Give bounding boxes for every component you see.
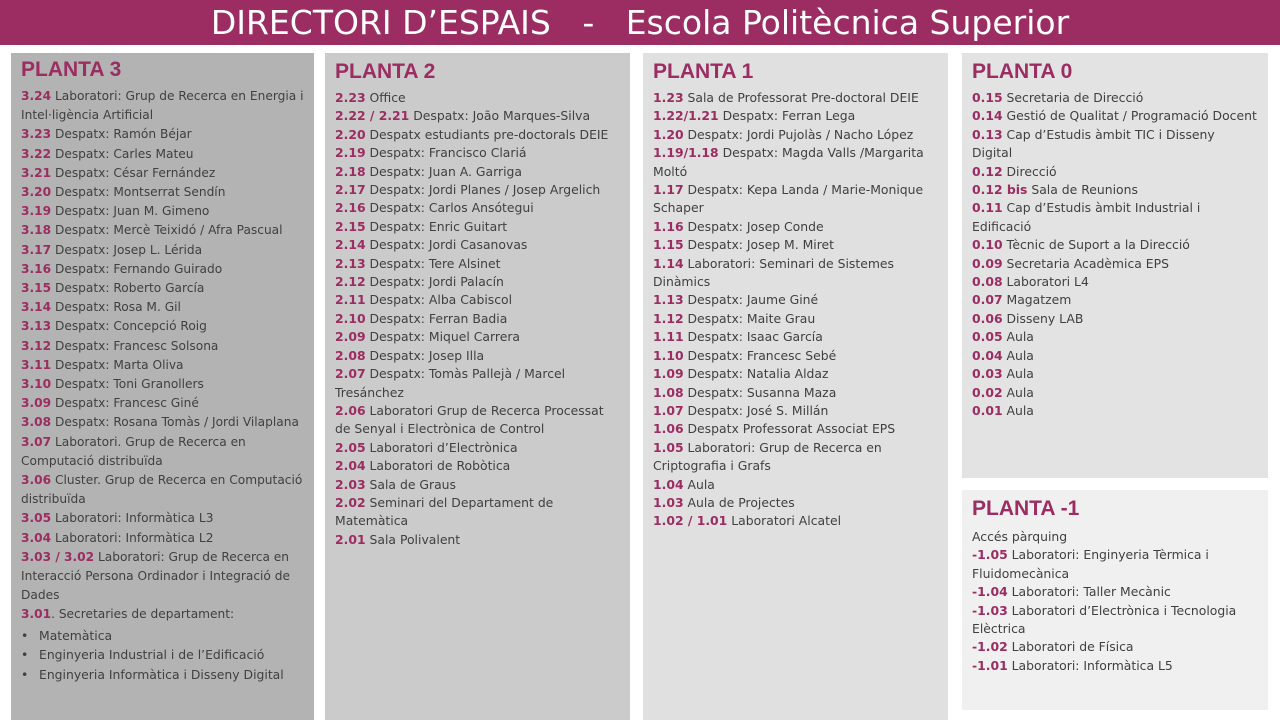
room-code: -1.02 bbox=[972, 639, 1008, 655]
room-entry bbox=[653, 181, 938, 218]
column-title: PLANTA 3 bbox=[21, 58, 122, 81]
room-entry bbox=[21, 356, 304, 375]
room-entry bbox=[335, 89, 620, 107]
room-description: Despatx: Carlos Ansótegui bbox=[365, 200, 534, 216]
room-code: 3.17 bbox=[21, 242, 52, 257]
column-title: PLANTA 2 bbox=[335, 60, 436, 83]
room-entry bbox=[653, 476, 938, 494]
room-entry bbox=[335, 328, 620, 346]
room-code: 0.03 bbox=[972, 366, 1003, 382]
page-title: DIRECTORI D’ESPAIS - Escola Politècnica Superior bbox=[0, 0, 1280, 45]
room-code: 3.22 bbox=[21, 146, 52, 161]
room-entry bbox=[21, 548, 304, 606]
room-description: Despatx: Francesc Solsona bbox=[51, 338, 219, 353]
room-code: 2.14 bbox=[335, 237, 366, 253]
room-code: 2.11 bbox=[335, 292, 366, 308]
room-description: Aula de Projectes bbox=[683, 494, 795, 510]
room-description: Aula bbox=[1002, 366, 1034, 382]
room-code: 3.12 bbox=[21, 338, 52, 353]
room-code: 0.04 bbox=[972, 347, 1003, 363]
room-entry bbox=[335, 255, 620, 273]
room-code: 2.03 bbox=[335, 476, 366, 492]
room-code: -1.01 bbox=[972, 657, 1008, 673]
room-description: Laboratori d’Electrònica i Tecnologia Elèctrica bbox=[972, 602, 1237, 637]
room-list bbox=[972, 528, 1258, 675]
room-code: 3.23 bbox=[21, 127, 52, 142]
room-entry bbox=[335, 144, 620, 162]
room-entry bbox=[335, 402, 620, 439]
room-entry bbox=[335, 310, 620, 328]
room-code: 2.09 bbox=[335, 329, 366, 345]
room-entry bbox=[653, 494, 938, 512]
room-description: Despatx: José S. Millán bbox=[683, 402, 829, 418]
room-entry bbox=[335, 273, 620, 291]
room-code: 1.03 bbox=[653, 494, 684, 510]
room-code: 0.02 bbox=[972, 384, 1003, 400]
room-description: Laboratori d’Electrònica bbox=[365, 439, 518, 455]
room-code: 0.07 bbox=[972, 292, 1003, 308]
room-entry bbox=[972, 310, 1258, 328]
room-description: Secretaria de Direcció bbox=[1002, 90, 1144, 105]
room-code: 2.15 bbox=[335, 218, 366, 234]
room-entry bbox=[335, 126, 620, 144]
room-description: Despatx: Ferran Badia bbox=[365, 310, 508, 326]
room-code: 2.12 bbox=[335, 274, 366, 290]
room-description: Secretaria Acadèmica EPS bbox=[1002, 255, 1169, 271]
room-description: Laboratori: Grup de Recerca en Interacció Persona Ordinador i Integració de Dades bbox=[21, 549, 290, 603]
room-entry bbox=[653, 347, 938, 365]
room-code: 1.20 bbox=[653, 126, 684, 142]
room-entry bbox=[653, 328, 938, 346]
room-code: 3.07 bbox=[21, 434, 52, 449]
room-code: 0.15 bbox=[972, 90, 1003, 105]
room-code: 1.02 / 1.01 bbox=[653, 513, 728, 529]
room-entry bbox=[972, 181, 1258, 199]
room-description: Laboratori: Enginyeria Tèrmica i Fluidomecànica bbox=[972, 547, 1209, 581]
room-code: 2.13 bbox=[335, 255, 366, 271]
room-code: 1.16 bbox=[653, 218, 684, 234]
room-entry bbox=[335, 476, 620, 494]
room-code: 1.08 bbox=[653, 384, 684, 400]
room-description: Despatx: Isaac García bbox=[683, 329, 823, 345]
room-description: Laboratori: Taller Mecànic bbox=[1007, 584, 1171, 600]
room-code: 2.06 bbox=[335, 402, 366, 418]
room-description: Despatx: Josep Illa bbox=[365, 347, 485, 363]
room-entry bbox=[653, 512, 938, 530]
room-entry bbox=[335, 531, 620, 549]
room-description: Despatx: Jordi Casanovas bbox=[365, 237, 528, 253]
room-code: 2.07 bbox=[335, 366, 366, 382]
room-entry bbox=[653, 255, 938, 292]
room-entry bbox=[21, 509, 304, 528]
room-code: 0.06 bbox=[972, 310, 1003, 326]
room-entry bbox=[653, 439, 938, 476]
room-description: Despatx: Rosana Tomàs / Jordi Vilaplana bbox=[51, 415, 299, 430]
room-code: 1.17 bbox=[653, 182, 684, 198]
room-code: 0.09 bbox=[972, 255, 1003, 271]
room-code: 2.16 bbox=[335, 200, 366, 216]
room-description: Accés pàrquing bbox=[972, 529, 1068, 544]
room-code: 0.01 bbox=[972, 402, 1003, 418]
room-description: Office bbox=[365, 90, 406, 105]
room-entry bbox=[653, 236, 938, 254]
room-entry bbox=[972, 347, 1258, 365]
room-code: 3.16 bbox=[21, 261, 52, 276]
room-description: Seminari del Departament de Matemàtica bbox=[335, 494, 554, 529]
room-entry bbox=[972, 273, 1258, 291]
room-code: 2.10 bbox=[335, 310, 366, 326]
room-description: Despatx: Juan M. Gimeno bbox=[51, 204, 210, 219]
room-entry bbox=[21, 164, 304, 183]
department-item: • Matemàtica bbox=[21, 626, 304, 646]
room-description: Despatx: Francisco Clariá bbox=[365, 145, 527, 161]
room-code: 2.19 bbox=[335, 145, 366, 161]
room-entry bbox=[972, 546, 1258, 583]
room-entry bbox=[21, 260, 304, 279]
room-entry bbox=[972, 163, 1258, 181]
room-description: Despatx: Roberto García bbox=[51, 281, 205, 296]
room-description: Laboratori Alcatel bbox=[727, 513, 842, 529]
room-entry bbox=[653, 402, 938, 420]
room-code: 3.09 bbox=[21, 396, 52, 411]
room-description: Laboratori: Informàtica L3 bbox=[51, 511, 214, 526]
room-description: Despatx Professorat Associat EPS bbox=[683, 421, 896, 437]
room-description: Despatx: Marta Oliva bbox=[51, 357, 184, 372]
department-list bbox=[21, 626, 304, 685]
room-description: Despatx: Jordi Planes / Josep Argelich bbox=[365, 182, 601, 198]
room-entry bbox=[21, 413, 304, 432]
room-description: Laboratori Grup de Recerca Processat de Senyal i Electrònica de Control bbox=[335, 402, 604, 437]
room-code: 3.13 bbox=[21, 319, 52, 334]
room-entry bbox=[972, 236, 1258, 254]
room-entry bbox=[335, 218, 620, 236]
room-description: . Secretaries de departament: bbox=[51, 607, 235, 622]
room-description: Despatx: Toni Granollers bbox=[51, 377, 204, 392]
room-code: 3.24 bbox=[21, 89, 52, 103]
room-code: 3.08 bbox=[21, 415, 52, 430]
room-code: 1.23 bbox=[653, 90, 684, 105]
room-entry bbox=[653, 384, 938, 402]
room-code: -1.04 bbox=[972, 584, 1008, 600]
room-description: Magatzem bbox=[1002, 292, 1072, 308]
department-item: • Enginyeria Industrial i de l’Edificació bbox=[21, 645, 304, 665]
room-code: 1.12 bbox=[653, 310, 684, 326]
room-description: Despatx: César Fernández bbox=[51, 165, 216, 180]
room-entry bbox=[21, 394, 304, 413]
room-description: Despatx: Fernando Guirado bbox=[51, 261, 223, 276]
room-description: Despatx: Carles Mateu bbox=[51, 146, 194, 161]
room-entry bbox=[653, 365, 938, 383]
room-description: Despatx: Juan A. Garriga bbox=[365, 163, 522, 179]
room-code: 3.19 bbox=[21, 204, 52, 219]
room-description: Despatx: Natalia Aldaz bbox=[683, 366, 829, 382]
department-item: • Enginyeria Informàtica i Disseny Digital bbox=[21, 665, 304, 685]
room-description: Despatx: Enric Guitart bbox=[365, 218, 508, 234]
room-code: 1.13 bbox=[653, 292, 684, 308]
room-entry bbox=[335, 291, 620, 309]
room-code: 0.11 bbox=[972, 200, 1003, 216]
room-code: 3.18 bbox=[21, 223, 52, 238]
room-description: Despatx: Kepa Landa / Marie-Monique Schaper bbox=[653, 182, 924, 216]
room-description: Despatx: Jordi Palacín bbox=[365, 274, 504, 290]
column-planta-0 bbox=[962, 53, 1268, 478]
room-description: Despatx: Josep L. Lérida bbox=[51, 242, 203, 257]
room-code: 1.07 bbox=[653, 402, 684, 418]
room-entry bbox=[972, 528, 1258, 546]
room-entry bbox=[972, 365, 1258, 383]
room-entry bbox=[21, 317, 304, 336]
room-entry bbox=[21, 241, 304, 260]
room-code: 0.08 bbox=[972, 274, 1003, 290]
room-description: Laboratori: Seminari de Sistemes Dinàmics bbox=[653, 255, 894, 290]
room-code: 3.10 bbox=[21, 377, 52, 392]
room-code: 1.05 bbox=[653, 439, 684, 455]
room-description: Sala de Reunions bbox=[1027, 182, 1138, 198]
room-code: 2.17 bbox=[335, 182, 366, 198]
room-entry bbox=[653, 89, 938, 107]
room-entry bbox=[21, 433, 304, 471]
room-entry bbox=[335, 365, 620, 402]
room-entry bbox=[972, 657, 1258, 675]
column-title: PLANTA 1 bbox=[653, 60, 754, 83]
room-description: Laboratori: Grup de Recerca en Criptografia i Grafs bbox=[653, 439, 882, 474]
room-description: Laboratori de Robòtica bbox=[365, 458, 511, 474]
room-description: Aula bbox=[1002, 402, 1034, 418]
room-code: 2.23 bbox=[335, 90, 366, 105]
room-description: Direcció bbox=[1002, 163, 1057, 179]
room-description: Sala Polivalent bbox=[365, 531, 461, 547]
room-code: 0.14 bbox=[972, 108, 1003, 124]
room-code: -1.05 bbox=[972, 547, 1008, 563]
room-list bbox=[21, 87, 304, 625]
room-entry bbox=[972, 255, 1258, 273]
room-description: Despatx: Francesc Sebé bbox=[683, 347, 837, 363]
room-description: Cap d’Estudis àmbit TIC i Disseny Digital bbox=[972, 126, 1215, 161]
room-description: Aula bbox=[1002, 384, 1034, 400]
room-entry bbox=[21, 221, 304, 240]
room-code: 2.18 bbox=[335, 163, 366, 179]
room-entry bbox=[21, 87, 304, 125]
room-list bbox=[335, 89, 620, 549]
room-code: 2.04 bbox=[335, 458, 366, 474]
room-code: 3.15 bbox=[21, 281, 52, 296]
room-description: Despatx: Montserrat Sendín bbox=[51, 185, 226, 200]
room-description: Laboratori. Grup de Recerca en Computació distribuïda bbox=[21, 434, 246, 468]
room-code: 0.13 bbox=[972, 126, 1003, 142]
room-entry bbox=[653, 291, 938, 309]
room-description: Despatx: Jordi Pujolàs / Nacho López bbox=[683, 126, 914, 142]
room-code: 2.08 bbox=[335, 347, 366, 363]
room-code: 1.15 bbox=[653, 237, 684, 253]
column-title: PLANTA -1 bbox=[972, 497, 1080, 520]
room-code: 3.11 bbox=[21, 357, 52, 372]
room-description: Aula bbox=[1002, 347, 1034, 363]
room-list bbox=[653, 89, 938, 531]
room-description: Despatx estudiants pre-doctorals DEIE bbox=[365, 126, 609, 142]
room-entry bbox=[335, 494, 620, 531]
room-entry bbox=[21, 471, 304, 509]
room-code: 0.12 bis bbox=[972, 182, 1028, 198]
room-entry bbox=[972, 199, 1258, 236]
room-entry bbox=[335, 107, 620, 125]
room-description: Despatx: Francesc Giné bbox=[51, 396, 199, 411]
room-description: Cap d’Estudis àmbit Industrial i Edificació bbox=[972, 200, 1201, 234]
room-code: 1.10 bbox=[653, 347, 684, 363]
room-description: Despatx: Mercè Teixidó / Afra Pascual bbox=[51, 223, 283, 238]
room-entry bbox=[21, 279, 304, 298]
room-entry bbox=[21, 605, 304, 624]
room-code: 2.02 bbox=[335, 494, 366, 510]
room-description: Laboratori de Física bbox=[1007, 639, 1134, 655]
room-entry bbox=[972, 602, 1258, 639]
room-code: 1.09 bbox=[653, 366, 684, 382]
room-entry bbox=[335, 457, 620, 475]
room-description: Sala de Graus bbox=[365, 476, 456, 492]
room-entry bbox=[972, 402, 1258, 420]
room-code: 0.12 bbox=[972, 163, 1003, 179]
column-planta-minus-1 bbox=[962, 490, 1268, 710]
room-code: 1.06 bbox=[653, 421, 684, 437]
room-code: 3.03 / 3.02 bbox=[21, 549, 95, 564]
room-code: 3.14 bbox=[21, 300, 52, 315]
room-entry bbox=[335, 199, 620, 217]
room-code: 2.22 / 2.21 bbox=[335, 108, 410, 124]
room-entry bbox=[972, 126, 1258, 163]
column-planta-1 bbox=[643, 53, 948, 720]
room-entry bbox=[972, 89, 1258, 107]
room-code: 1.04 bbox=[653, 476, 684, 492]
room-code: 3.04 bbox=[21, 530, 52, 545]
room-description: Despatx: Ferran Lega bbox=[718, 108, 856, 124]
room-description: Gestió de Qualitat / Programació Docent bbox=[1002, 108, 1257, 124]
column-planta-3 bbox=[11, 53, 314, 720]
room-entry bbox=[653, 107, 938, 125]
room-description: Despatx: Miquel Carrera bbox=[365, 329, 521, 345]
room-description: Despatx: Jaume Giné bbox=[683, 292, 819, 308]
room-entry bbox=[653, 310, 938, 328]
room-description: Laboratori: Grup de Recerca en Energia i Intel·ligència Artificial bbox=[21, 89, 304, 123]
room-description: Tècnic de Suport a la Direcció bbox=[1002, 237, 1190, 253]
room-entry bbox=[21, 337, 304, 356]
room-code: 3.21 bbox=[21, 165, 52, 180]
room-code: 1.11 bbox=[653, 329, 684, 345]
room-entry bbox=[335, 439, 620, 457]
room-entry bbox=[972, 384, 1258, 402]
room-entry bbox=[21, 145, 304, 164]
room-description: Aula bbox=[1002, 329, 1034, 345]
room-entry bbox=[21, 125, 304, 144]
room-description: Disseny LAB bbox=[1002, 310, 1084, 326]
room-entry bbox=[653, 126, 938, 144]
room-description: Laboratori: Informàtica L2 bbox=[51, 530, 214, 545]
room-description: Laboratori L4 bbox=[1002, 274, 1089, 290]
room-entry bbox=[972, 107, 1258, 125]
room-code: 1.19/1.18 bbox=[653, 145, 719, 161]
room-code: 3.20 bbox=[21, 185, 52, 200]
room-code: 2.05 bbox=[335, 439, 366, 455]
room-entry bbox=[21, 298, 304, 317]
room-description: Cluster. Grup de Recerca en Computació distribuïda bbox=[21, 473, 303, 507]
room-description: Despatx: Josep Conde bbox=[683, 218, 824, 234]
room-description: Despatx: Josep M. Miret bbox=[683, 237, 835, 253]
room-code: 3.01 bbox=[21, 607, 52, 622]
room-description: Despatx: Rosa M. Gil bbox=[51, 300, 181, 315]
room-description: Sala de Professorat Pre-doctoral DEIE bbox=[683, 90, 919, 105]
room-entry bbox=[972, 291, 1258, 309]
room-description: Despatx: Alba Cabiscol bbox=[365, 292, 513, 308]
room-entry bbox=[21, 375, 304, 394]
room-description: Despatx: Maite Grau bbox=[683, 310, 816, 326]
column-planta-2 bbox=[325, 53, 630, 720]
room-entry bbox=[972, 638, 1258, 656]
room-entry bbox=[335, 163, 620, 181]
room-entry bbox=[335, 347, 620, 365]
room-code: -1.03 bbox=[972, 602, 1008, 618]
room-description: Despatx: João Marques-Silva bbox=[409, 108, 591, 124]
room-entry bbox=[335, 181, 620, 199]
room-description: Despatx: Magda Valls /Margarita Moltó bbox=[653, 145, 924, 179]
room-entry bbox=[653, 144, 938, 181]
room-description: Aula bbox=[683, 476, 715, 492]
room-code: 3.06 bbox=[21, 473, 52, 488]
room-code: 0.10 bbox=[972, 237, 1003, 253]
room-entry bbox=[21, 183, 304, 202]
room-code: 2.01 bbox=[335, 531, 366, 547]
room-list bbox=[972, 89, 1258, 420]
column-title: PLANTA 0 bbox=[972, 60, 1073, 83]
room-entry bbox=[21, 529, 304, 548]
room-code: 3.05 bbox=[21, 511, 52, 526]
room-entry bbox=[653, 420, 938, 438]
room-entry bbox=[972, 328, 1258, 346]
room-entry bbox=[335, 236, 620, 254]
room-description: Despatx: Concepció Roig bbox=[51, 319, 207, 334]
room-code: 1.22/1.21 bbox=[653, 108, 719, 124]
room-code: 2.20 bbox=[335, 126, 366, 142]
room-code: 1.14 bbox=[653, 255, 684, 271]
room-code: 0.05 bbox=[972, 329, 1003, 345]
room-entry bbox=[653, 218, 938, 236]
room-description: Despatx: Tomàs Pallejà / Marcel Tresánchez bbox=[335, 366, 566, 400]
room-description: Despatx: Ramón Béjar bbox=[51, 127, 192, 142]
room-entry bbox=[21, 202, 304, 221]
room-description: Despatx: Tere Alsinet bbox=[365, 255, 501, 271]
room-entry bbox=[972, 583, 1258, 601]
room-description: Despatx: Susanna Maza bbox=[683, 384, 837, 400]
room-description: Laboratori: Informàtica L5 bbox=[1007, 657, 1173, 673]
